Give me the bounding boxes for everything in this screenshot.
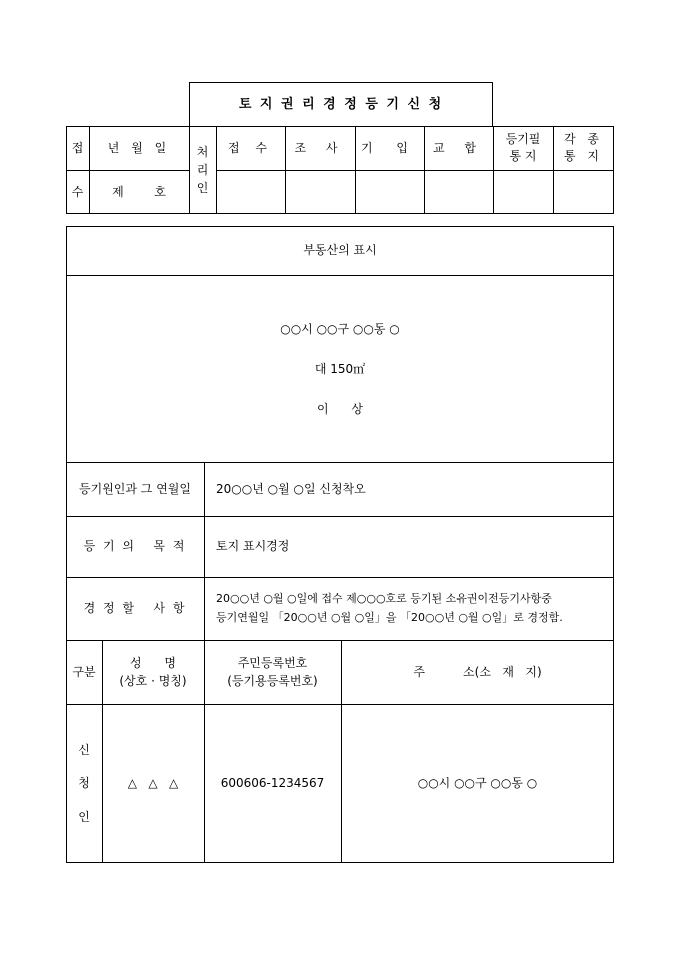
col-registration-notice: 등기필 통 지 <box>505 132 541 163</box>
col-entry: 기 입 <box>361 140 418 155</box>
property-area: 대 150㎡ <box>314 361 366 376</box>
applicant-name: △ △ △ <box>127 776 179 791</box>
processor-label: 처 리 인 <box>196 145 209 195</box>
purpose-value: 토지 표시경정 <box>216 539 290 554</box>
col-id-header: 주민등록번호 (등기용등록번호) <box>227 656 318 688</box>
cause-date-value: 20○○년 ○월 ○일 신청착오 <box>216 481 366 496</box>
col-name-header: 성 명 (상호 · 명칭) <box>119 656 187 688</box>
property-heading: 부동산의 표시 <box>303 243 377 258</box>
applicant-type: 신 청 인 <box>78 742 90 824</box>
col-various-notice: 각 종 통 지 <box>564 132 603 163</box>
property-address: ○○시 ○○구 ○○동 ○ <box>280 321 400 336</box>
number-label: 제 호 <box>112 184 166 199</box>
col-inspection: 조 사 <box>294 140 346 155</box>
correction-label: 경 정 할 사 항 <box>83 601 187 616</box>
cause-date-label: 등기원인과 그 연월일 <box>79 481 191 496</box>
correction-value: 20○○년 ○월 ○일에 접수 제○○○호로 등기된 소유권이전등기사항중 등기연월일 「20○○년 ○월 ○일」을 「20○○년 ○월 ○일」로 경정함. <box>216 591 563 624</box>
purpose-label: 등 기 의 목 적 <box>83 539 187 554</box>
date-label: 년 월 일 <box>107 140 171 155</box>
col-type-header: 구분 <box>72 664 96 679</box>
col-reception: 접 수 <box>228 140 273 155</box>
applicant-id: 600606-1234567 <box>220 776 325 791</box>
reception-label-top: 접 <box>71 140 84 155</box>
col-collation: 교 합 <box>433 140 484 155</box>
property-end: 이 상 <box>316 401 364 416</box>
form-title: 토 지 권 리 경 정 등 기 신 청 <box>238 96 444 112</box>
col-address-header: 주 소(소 재 지) <box>413 664 542 679</box>
reception-label-bottom: 수 <box>71 184 84 199</box>
applicant-address: ○○시 ○○구 ○○동 ○ <box>417 776 538 791</box>
